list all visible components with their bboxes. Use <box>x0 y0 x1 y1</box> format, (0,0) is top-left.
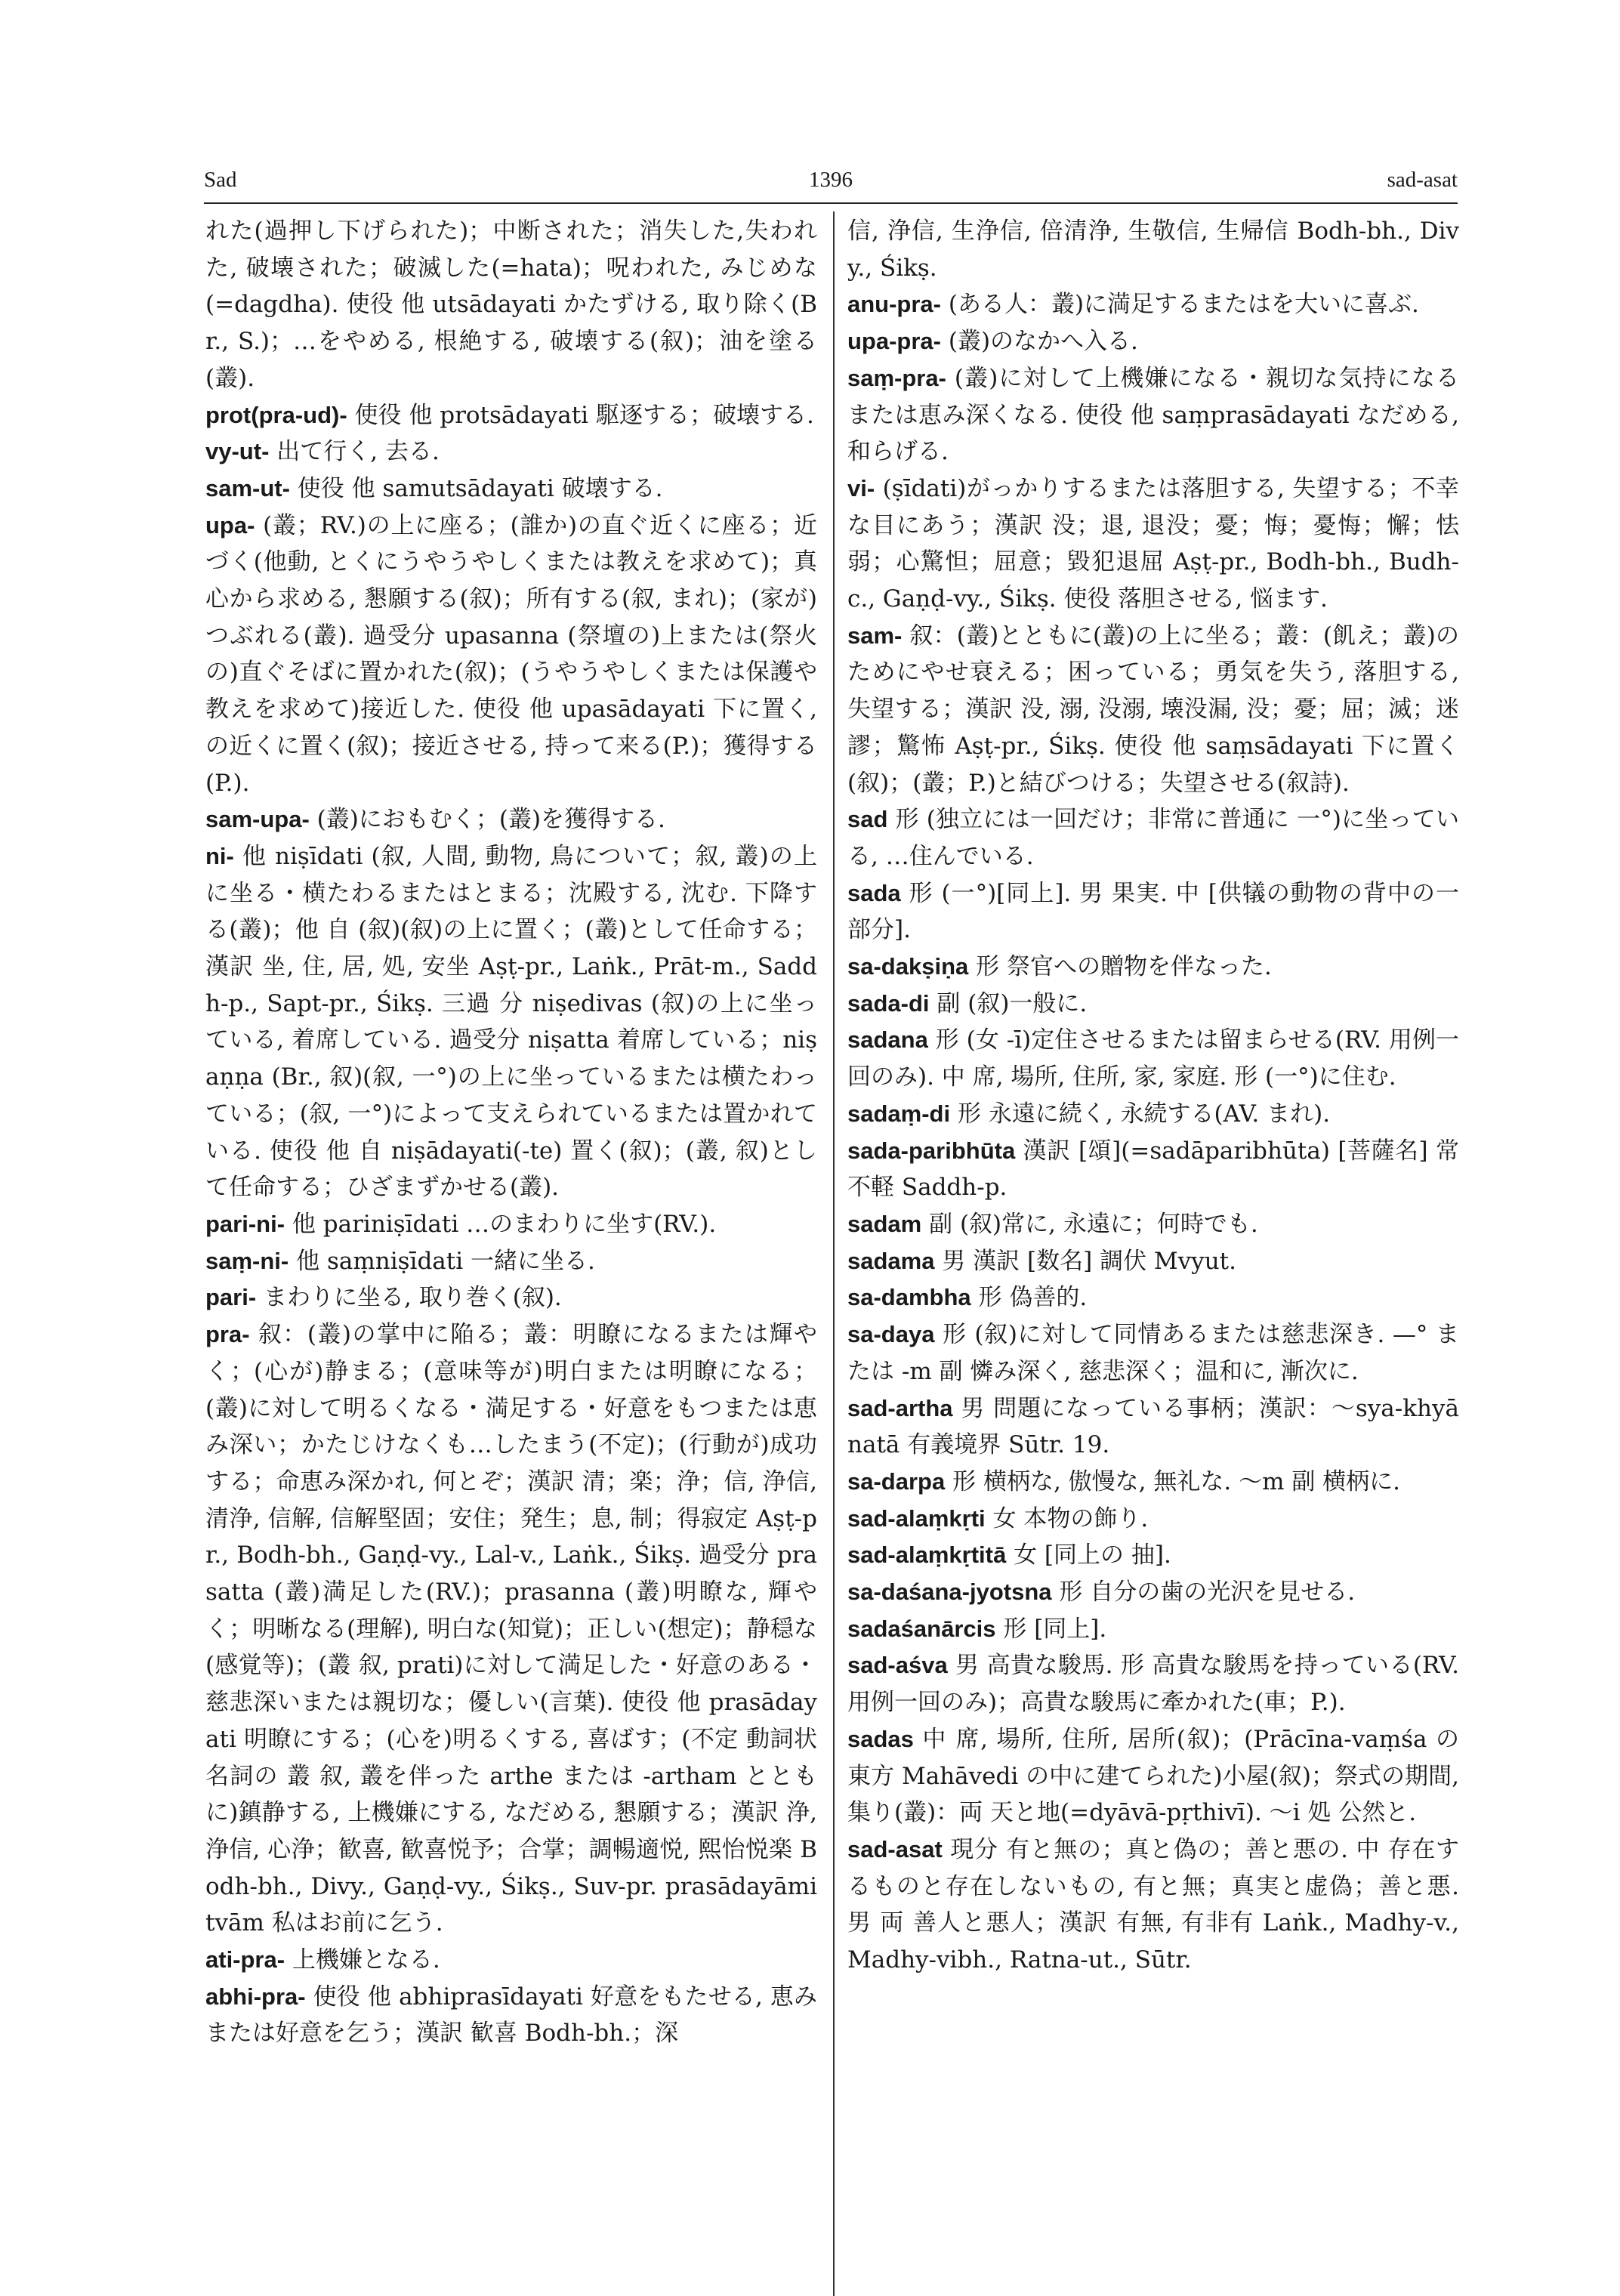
dictionary-entry <box>847 875 1459 949</box>
entry-definition: 副 (叙)一般に. <box>929 989 1088 1017</box>
header-right-guideword: sad-asat <box>1387 168 1458 192</box>
dictionary-entry <box>847 801 1459 875</box>
entry-definition: (叢)のなかへ入る. <box>941 328 1138 356</box>
entry-headword: anu-pra- <box>847 291 941 318</box>
entry-headword: pra- <box>205 1321 250 1348</box>
entry-definition: 出て行く, 去る. <box>269 438 440 466</box>
dictionary-entry <box>205 508 817 802</box>
entry-headword: sad-alaṃkṛtitā <box>847 1541 1007 1569</box>
entry-headword: pari- <box>205 1284 257 1311</box>
page-number: 1396 <box>809 168 853 192</box>
dictionary-entry <box>205 1279 817 1316</box>
dictionary-entry <box>205 801 817 838</box>
dictionary-entry <box>847 1096 1459 1133</box>
dictionary-entry <box>205 1206 817 1243</box>
entry-headword: upa-pra- <box>847 328 941 355</box>
entry-headword: sadaṃ-di <box>847 1100 951 1127</box>
dictionary-entry <box>847 1390 1459 1464</box>
dictionary-entry <box>847 618 1459 802</box>
entry-headword: sadaśanārcis <box>847 1615 996 1642</box>
entry-definition: (ある人：叢)に満足するまたはを大いに喜ぶ. <box>941 291 1419 319</box>
entry-definition: 形 (叙)に対して同情あるまたは慈悲深き. —° または -m 副 憐み深く, 慈悲深く；温和に, 漸次に. <box>847 1321 1459 1385</box>
dictionary-entry <box>847 360 1459 471</box>
entry-headword: ni- <box>205 842 234 869</box>
entry-headword: sadana <box>847 1026 928 1054</box>
dictionary-entry <box>205 1316 817 1942</box>
entry-definition: 形 永遠に続く, 永続する(AV. まれ). <box>950 1100 1331 1128</box>
entry-definition: 使役 他 samutsādayati 破壊する. <box>289 474 663 502</box>
entry-headword: sad-asat <box>847 1835 943 1862</box>
entry-definition: 形 (女 -ī)定住させるまたは留まらせる(RV. 用例一回のみ). 中 席, 場所, 住所, 家, 家庭. 形 (一°)に住む. <box>847 1026 1459 1091</box>
entry-definition: 漢訳 [頌](=sadāparibhūta) [菩薩名] 常不軽 Saddh-p. <box>847 1137 1459 1202</box>
entry-definition: 形 (一°)[同上]. 男 果実. 中 [供犠の動物の背中の一部分]. <box>847 879 1459 944</box>
dictionary-entry <box>847 213 1459 286</box>
entry-definition: 形 祭官への贈物を伴なった. <box>968 953 1272 981</box>
entry-headword: sada-di <box>847 989 930 1017</box>
dictionary-entry <box>847 1206 1459 1243</box>
entry-headword: sam-upa- <box>205 806 310 833</box>
header-left-guideword: Sad <box>204 168 237 192</box>
entry-headword: sada-paribhūta <box>847 1137 1016 1164</box>
entry-headword: vi- <box>847 474 875 501</box>
entry-headword: sa-darpa <box>847 1467 946 1495</box>
entry-definition: 形 (独立には一回だけ；非常に普通に 一°)に坐っている, …住んでいる. <box>847 806 1459 870</box>
entry-definition: 副 (叙)常に, 永遠に；何時でも. <box>921 1210 1258 1238</box>
entry-definition: 他 saṃniṣīdati 一緒に坐る. <box>289 1247 595 1275</box>
entry-definition: 使役 他 protsādayati 駆逐する；破壊する. <box>347 401 814 429</box>
entry-definition: 上機嫌となる. <box>285 1946 440 1974</box>
dictionary-entry <box>205 213 817 397</box>
left-column <box>205 213 817 2052</box>
dictionary-entry <box>847 1537 1459 1574</box>
entry-headword: sad-artha <box>847 1394 953 1421</box>
dictionary-entry <box>847 1316 1459 1390</box>
entry-definition: 叙：(叢)とともに(叢)の上に坐る；叢：(飢え；叢)のためにやせ衰える；困っている；勇気を失う, 落胆する, 失望する；漢訳 没, 溺, 没溺, 壊没漏, 没；憂；屈；滅；迷謬；驚怖 Aṣṭ-pr., Śikṣ. 使役 他 saṃsādayati 下に置く(叙)；(叢；P.)と結びつける；失望させる(叙詩). <box>847 622 1459 797</box>
entry-definition: 形 偽善的. <box>970 1284 1088 1312</box>
entry-definition: まわりに坐る, 取り巻く(叙). <box>256 1284 562 1312</box>
entry-headword: sad <box>847 806 888 833</box>
entry-definition: 他 pariniṣīdati …のまわりに坐す(RV.). <box>285 1210 717 1238</box>
entry-definition: 中 席, 場所, 住所, 居所(叙)；(Prācīna-vaṃśa の東方 Mahāvedi の中に建てられた)小屋(叙)；祭式の期間, 集り(叢)：両 天と地(=dyāvā-pṛthivī). ～i 処 公然と. <box>847 1725 1459 1827</box>
entry-definition: (叢；RV.)の上に座る；(誰か)の直ぐ近くに座る；近づく(他動, とくにうやうやしくまたは教えを求めて)；真心から求める, 懇願する(叙)；所有する(叙, まれ)；(家が)つぶれる(叢). 過受分 upasanna (祭壇の)上または(祭火の)直ぐそばに置かれた(叙)；(うやうやしくまたは保護や教えを求めて)接近した. 使役 他 upasādayati 下に置く, の近くに置く(叙)；接近させる, 持って来る(P.)；獲得する(P.). <box>205 511 817 797</box>
entry-headword: sa-daya <box>847 1321 935 1348</box>
dictionary-entry <box>847 986 1459 1023</box>
right-column <box>847 213 1459 1979</box>
entry-headword: upa- <box>205 511 255 539</box>
entry-headword: sa-dakṣiṇa <box>847 953 969 980</box>
entry-definition: 信, 浄信, 生浄信, 倍清浄, 生敬信, 生帰信 Bodh-bh., Divy., Śikṣ. <box>847 218 1459 282</box>
dictionary-entry <box>847 471 1459 618</box>
dictionary-entry <box>847 1464 1459 1501</box>
dictionary-entry <box>205 397 817 434</box>
entry-definition: 使役 他 abhiprasīdayati 好意をもたせる, 恵みまたは好意を乞う；漢訳 歓喜 Bodh-bh.；深 <box>205 1983 817 2048</box>
entry-definition: 男 漢訳 [数名] 調伏 Mvyut. <box>934 1247 1236 1275</box>
running-head <box>204 168 1458 204</box>
dictionary-entry <box>205 1243 817 1280</box>
dictionary-entry <box>847 1611 1459 1648</box>
dictionary-entry <box>847 1647 1459 1720</box>
entry-definition: 男 問題になっている事柄；漢訳：～sya-khyānatā 有義境界 Sūtr. 19. <box>847 1394 1459 1459</box>
dictionary-entry <box>205 1942 817 1979</box>
dictionary-entry <box>847 949 1459 986</box>
entry-definition: 現分 有と無の；真と偽の；善と悪の. 中 存在するものと存在しないもの, 有と無；真実と虚偽；善と悪. 男 両 善人と悪人；漢訳 有無, 有非有 Laṅk., Madhy-v., Madhy-vibh., Ratna-ut., Sūtr. <box>847 1835 1459 1974</box>
dictionary-entry <box>847 1243 1459 1280</box>
entry-headword: sam-ut- <box>205 474 290 501</box>
entry-definition: 男 高貴な駿馬. 形 高貴な駿馬を持っている(RV. 用例一回のみ)；高貴な駿馬に牽かれた(車；P.). <box>847 1652 1459 1717</box>
column-divider <box>833 211 835 2296</box>
dictionary-entry <box>847 1501 1459 1538</box>
dictionary-entry <box>847 1721 1459 1832</box>
entry-headword: sad-aśva <box>847 1652 948 1679</box>
entry-headword: sadam <box>847 1210 922 1237</box>
entry-definition: 形 横柄な, 傲慢な, 無礼な. ～m 副 横柄に. <box>945 1467 1401 1495</box>
entry-definition: 女 本物の飾り. <box>985 1504 1149 1532</box>
entry-headword: sam- <box>847 622 903 649</box>
dictionary-entry <box>205 1979 817 2052</box>
dictionary-entry <box>847 1574 1459 1611</box>
entry-headword: sada <box>847 879 901 906</box>
entry-definition: れた(過押し下げられた)；中断された；消失した,失われた, 破壊された；破滅した(=hata)；呪われた, みじめな(=dagdha). 使役 他 utsādayati かたずける, 取り除く(Br., S.)；…をやめる, 根絶する, 破壊する(叙)；油を塗る(叢). <box>205 218 817 392</box>
entry-definition: 女 [同上の 抽]. <box>1006 1541 1171 1569</box>
entry-headword: sad-alaṃkṛti <box>847 1504 986 1532</box>
entry-headword: sadama <box>847 1247 935 1274</box>
dictionary-entry <box>847 1279 1459 1316</box>
entry-headword: pari-ni- <box>205 1210 285 1237</box>
entry-headword: saṃ-ni- <box>205 1247 289 1274</box>
entry-definition: 形 [同上]. <box>995 1615 1107 1643</box>
dictionary-entry <box>205 434 817 471</box>
dictionary-entry <box>847 1133 1459 1206</box>
dictionary-entry <box>847 286 1459 323</box>
entry-headword: ati-pra- <box>205 1946 285 1974</box>
entry-headword: sa-dambha <box>847 1284 971 1311</box>
entry-headword: saṃ-pra- <box>847 364 946 391</box>
entry-headword: sadas <box>847 1725 914 1752</box>
dictionary-entry <box>847 1832 1459 1979</box>
entry-definition: (叢)に対して上機嫌になる・親切な気持になるまたは恵み深くなる. 使役 他 saṃprasādayati なだめる, 和らげる. <box>847 364 1459 466</box>
dictionary-entry <box>205 838 817 1206</box>
dictionary-entry <box>847 323 1459 360</box>
entry-headword: prot(pra-ud)- <box>205 401 347 428</box>
entry-headword: sa-daśana-jyotsna <box>847 1578 1052 1606</box>
dictionary-entry <box>205 471 817 508</box>
entry-definition: 形 自分の歯の光沢を見せる. <box>1051 1578 1356 1606</box>
entry-definition: (ṣīdati)がっかりするまたは落胆する, 失望する；不幸な目にあう；漢訳 没；退, 退没；憂；悔；憂悔；懈；怯弱；心驚怛；屈意；毀犯退屈 Aṣṭ-pr., Bodh-bh., Budh-c., Gaṇḍ-vy., Śikṣ. 使役 落胆させる, 悩ます. <box>847 474 1459 613</box>
dictionary-entry <box>847 1022 1459 1095</box>
header-rule <box>204 202 1458 204</box>
entry-headword: vy-ut- <box>205 438 270 465</box>
entry-headword: abhi-pra- <box>205 1983 306 2010</box>
entry-definition: 叙：(叢)の掌中に陥る；叢：明瞭になるまたは輝やく；(心が)静まる；(意味等が)明白または明瞭になる；(叢)に対して明るくなる・満足する・好意をもつまたは恵み深い；かたじけなくも…したまう(不定)；(行動が)成功する；命恵み深かれ, 何とぞ；漢訳 清；楽；浄；信, 浄信, 清浄, 信解, 信解堅固；安住；発生；息, 制；得寂定 Aṣṭ-pr., Bodh-bh., Gaṇḍ-vy., Lal-v., Laṅk., Śikṣ. 過受分 prasatta (叢)満足した(RV.)；prasanna (叢)明瞭な, 輝やく；明晰なる(理解), 明白な(知覚)；正しい(想定)；静穏な(感覚等)；(叢 叙, prati)に対して満足した・好意のある・慈悲深いまたは親切な；優しい(言葉). 使役 他 prasādayati 明瞭にする；(心を)明るくする, 喜ばす；(不定 動詞状名詞の 叢 叙, 叢を伴った arthe または -artham とともに)鎮静する, 上機嫌にする, なだめる, 懇願する；漢訳 浄, 浄信, 心浄；歓喜, 歓喜悦予；合掌；調暢適悦, 熙怡悦楽 Bodh-bh., Divy., Gaṇḍ-vy., Śikṣ., Suv-pr. prasādayāmi tvām 私はお前に乞う. <box>205 1321 817 1937</box>
entry-definition: 他 niṣīdati (叙, 人間, 動物, 鳥について；叙, 叢)の上に坐る・横たわるまたはとまる；沈殿する, 沈む. 下降する(叢)；他 自 (叙)(叙)の上に置く；(叢)として任命する；漢訳 坐, 住, 居, 処, 安坐 Aṣṭ-pr., Laṅk., Prāt-m., Saddh-p., Sapt-pr., Śikṣ. 三過 分 niṣedivas (叙)の上に坐っている, 着席している. 過受分 niṣatta 着席している；niṣaṇṇa (Br., 叙)(叙, 一°)の上に坐っているまたは横たわっている；(叙, 一°)によって支えられているまたは置かれている. 使役 他 自 niṣādayati(-te) 置く(叙)；(叢, 叙)として任命する；ひざまずかせる(叢). <box>205 842 817 1202</box>
entry-definition: (叢)におもむく；(叢)を獲得する. <box>309 806 665 834</box>
